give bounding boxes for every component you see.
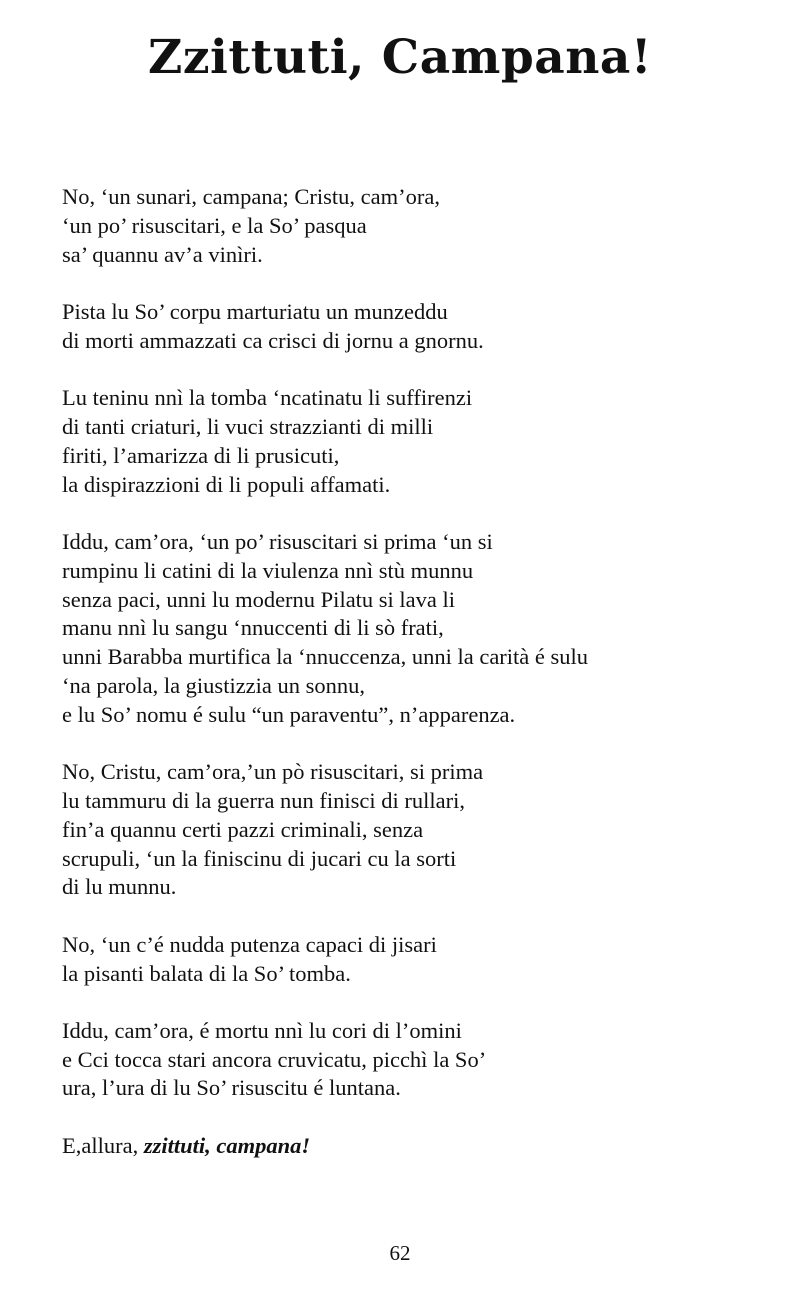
poem-line: la dispirazzioni di li populi affamati. — [62, 471, 391, 497]
poem-title: Zzittuti, Campana! — [148, 30, 652, 85]
stanza — [62, 1017, 762, 1103]
poem-line: sa’ quannu av’a vinìri. — [62, 241, 263, 267]
poem-line: unni Barabba murtifica la ‘nnuccenza, unni la carità é sulu — [62, 644, 589, 670]
poem-line: senza paci, unni lu modernu Pilatu si lava li — [62, 586, 456, 612]
poem-line: No, ‘un c’é nudda putenza capaci di jisari — [62, 931, 437, 957]
poem-line: Iddu, cam’ora, ‘un po’ risuscitari si prima ‘un si — [62, 528, 493, 554]
closing-emphasis: zzittuti, campana! — [143, 1132, 311, 1158]
poem-line: lu tammuru di la guerra nun finisci di rullari, — [62, 787, 466, 813]
closing-prefix: E,allura, — [62, 1132, 144, 1158]
poem-line: la pisanti balata di la So’ tomba. — [62, 960, 351, 986]
stanza — [62, 758, 762, 902]
stanza — [62, 528, 762, 730]
poem-body — [62, 183, 762, 1189]
poem-line: di morti ammazzati ca crisci di jornu a gnornu. — [62, 327, 484, 353]
poem-line: e Cci tocca stari ancora cruvicatu, picchì la So’ — [62, 1046, 487, 1072]
poem-line: scrupuli, ‘un la finiscinu di jucari cu la sorti — [62, 845, 457, 871]
poem-line: Iddu, cam’ora, é mortu nnì lu cori di l’omini — [62, 1017, 462, 1043]
poem-line: ‘na parola, la giustizzia un sonnu, — [62, 672, 366, 698]
poem-line: fin’a quannu certi pazzi criminali, senza — [62, 816, 424, 842]
poem-line: manu nnì lu sangu ‘nnuccenti di li sò frati, — [62, 615, 444, 641]
poem-line: rumpinu li catini di la viulenza nnì stù munnu — [62, 557, 474, 583]
poem-line: firiti, l’amarizza di li prusicuti, — [62, 442, 340, 468]
poem-line: Lu teninu nnì la tomba ‘ncatinatu li suffirenzi — [62, 385, 473, 411]
page-number: 62 — [389, 1241, 411, 1265]
stanza — [62, 384, 762, 499]
stanza — [62, 298, 762, 356]
poem-line: ura, l’ura di lu So’ risuscitu é luntana. — [62, 1075, 401, 1101]
poem-line: ‘un po’ risuscitari, e la So’ pasqua — [62, 212, 367, 238]
poem-line: No, Cristu, cam’ora,’un pò risuscitari, si prima — [62, 759, 484, 785]
poem-line: di lu munnu. — [62, 874, 177, 900]
stanza — [62, 183, 762, 269]
stanza — [62, 931, 762, 989]
poem-line: e lu So’ nomu é sulu “un paraventu”, n’apparenza. — [62, 701, 516, 727]
poem-line: Pista lu So’ corpu marturiatu un munzeddu — [62, 298, 448, 324]
poem-line: No, ‘un sunari, campana; Cristu, cam’ora, — [62, 184, 441, 209]
poem-line: di tanti criaturi, li vuci strazzianti di milli — [62, 413, 434, 439]
closing-line — [62, 1132, 762, 1161]
